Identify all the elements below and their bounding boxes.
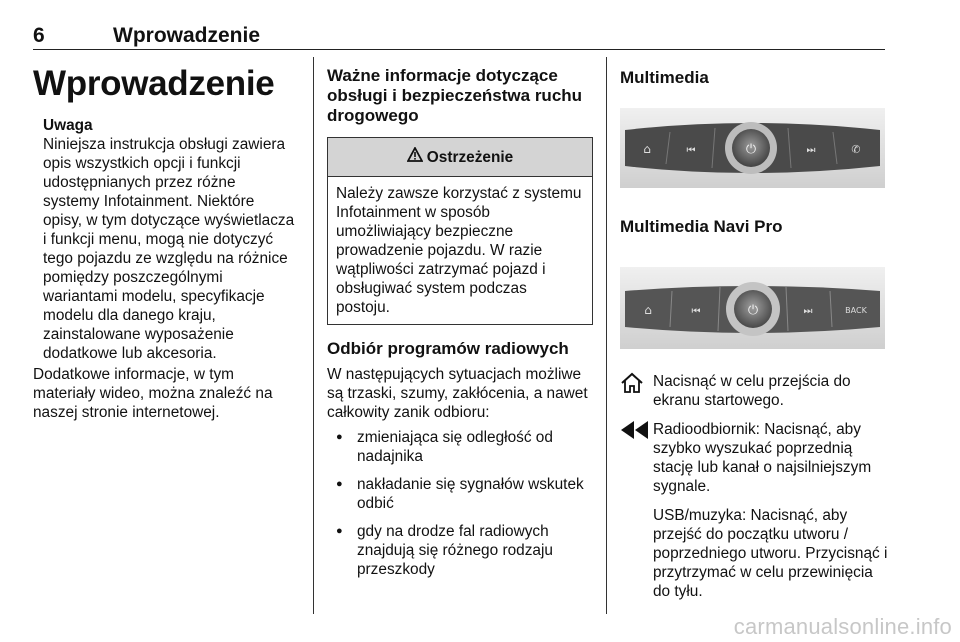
note-block: [33, 116, 295, 363]
note-text: Niniejsza instrukcja obsługi zawiera opis wszystkich opcji i funkcji udostępnianych przez różne systemy Infotainment. Niektóre opisy, w tym dotyczące wyświetlacza i funkcji menu, mogą nie dotyczyć tego pojazdu ze względu na różnice pomiędzy poszczególnymi wariantami modelu, specyfikacje modelu dla danego kraju, zainstalowane wyposażenie dodatkowe lub akcesoria.: [43, 136, 295, 362]
warning-triangle-icon: [407, 147, 423, 167]
svg-text:⏻: ⏻: [747, 303, 759, 318]
safety-section-title: Ważne informacje dotyczące obsługi i bezpieczeństwa ruchu drogowego: [327, 66, 583, 125]
svg-text:⏭: ⏭: [806, 145, 816, 156]
svg-text:⌂: ⌂: [644, 303, 652, 317]
warning-box: [327, 137, 593, 325]
home-icon: [620, 372, 646, 394]
svg-text:✆: ✆: [851, 143, 861, 156]
rewind-usb-text: USB/muzyka: Nacisnąć, aby przejść do początku utworu / poprzedniego utworu. Przycisnąć i przytrzymać w celu przewinięcia do tyłu.: [653, 507, 888, 600]
list-item: ● zmieniająca się odległość od nadajnika: [327, 428, 593, 466]
additional-info-text: Dodatkowe informacje, w tym materiały wideo, można znaleźć na naszej stronie internetowej.: [33, 366, 273, 421]
column-safety: [327, 50, 593, 588]
svg-text:⌂: ⌂: [643, 142, 651, 156]
navi-pro-title: Multimedia Navi Pro: [620, 217, 783, 236]
warning-title: Ostrzeżenie: [426, 148, 514, 166]
svg-text:⏮: ⏮: [691, 306, 701, 317]
svg-text:⏮: ⏮: [686, 145, 696, 156]
column-intro: [33, 50, 295, 422]
svg-text:⏭: ⏭: [803, 306, 813, 317]
svg-text:⏻: ⏻: [745, 142, 757, 157]
home-button-description: [620, 372, 890, 410]
list-item: ● nakładanie się sygnałów wskutek odbić: [327, 475, 593, 513]
rewind-button-description: [620, 420, 890, 496]
warning-header: [328, 138, 592, 177]
page-header: [33, 0, 885, 50]
column-divider-1: [313, 57, 314, 614]
page-number: 6: [33, 24, 45, 47]
header-title: Wprowadzenie: [113, 24, 261, 47]
column-divider-2: [606, 57, 607, 614]
watermark: carmanualsonline.info: [733, 614, 952, 639]
chapter-title: Wprowadzenie: [33, 64, 275, 103]
home-button-text: Nacisnąć w celu przejścia do ekranu startowego.: [653, 373, 851, 409]
back-button-label: BACK: [845, 306, 867, 315]
multimedia-control-panel-image: [620, 108, 890, 183]
column-controls: [620, 50, 890, 601]
warning-text: Należy zawsze korzystać z systemu Infotainment w sposób umożliwiający bezpieczne prowadzenie pojazdu. W razie wątpliwości zatrzymać pojazd i obsługiwać system podczas postoju.: [336, 185, 582, 316]
note-title: Uwaga: [43, 117, 93, 134]
rewind-radio-text: Radioodbiornik: Nacisnąć, aby szybko wyszukać poprzednią stację lub kanał o najsilniejszym sygnale.: [653, 421, 872, 495]
rewind-icon: [620, 420, 646, 442]
navi-pro-control-panel-image: [620, 267, 890, 342]
list-item: ● gdy na drodze fal radiowych znajdują się różnego rodzaju przeszkody: [327, 522, 593, 579]
radio-intro-text: W następujących sytuacjach możliwe są trzaski, szumy, zakłócenia, a nawet całkowity zanik odbioru:: [327, 366, 588, 421]
multimedia-title: Multimedia: [620, 68, 709, 87]
radio-issues-list: [327, 428, 593, 579]
radio-section-title: Odbiór programów radiowych: [327, 339, 569, 358]
